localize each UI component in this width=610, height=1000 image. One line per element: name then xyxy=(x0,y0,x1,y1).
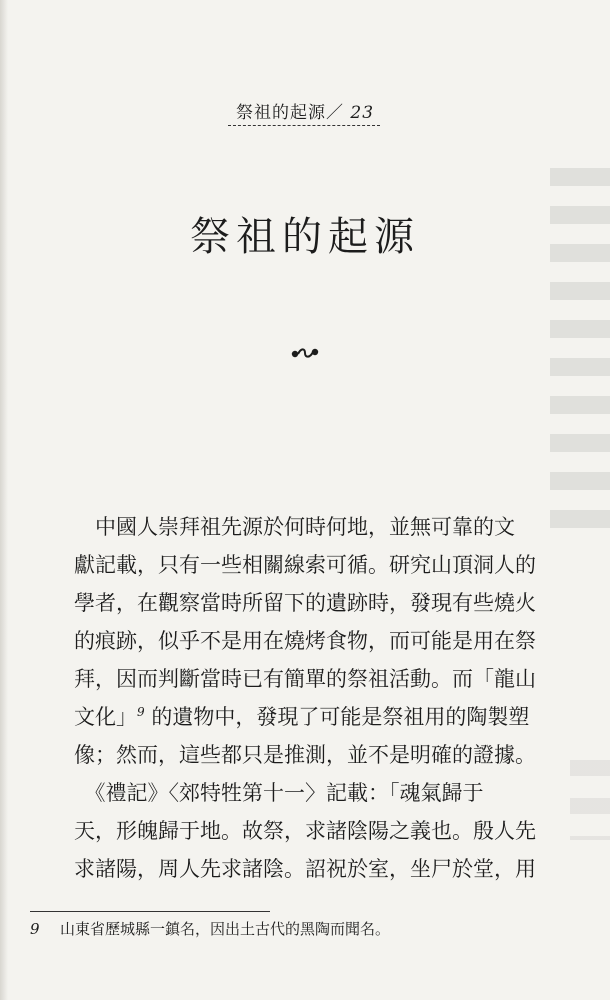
footnote-reference: 9 xyxy=(137,705,145,719)
running-header xyxy=(0,98,610,123)
footnote-text: 山東省歷城縣一鎮名，因出土古代的黑陶而聞名。 xyxy=(60,920,391,938)
footnote-rule xyxy=(30,911,270,912)
paragraph-2 xyxy=(74,774,534,888)
body-text xyxy=(74,508,534,888)
text-segment: 的遺物中，發現了可能是祭祖用的陶製塑 xyxy=(151,705,530,729)
footnote xyxy=(30,918,390,939)
text-line: 拜，因而判斷當時已有簡單的祭祖活動。而「龍山 xyxy=(74,667,536,691)
text-line: 學者，在觀察當時所留下的遺跡時，發現有些燒火 xyxy=(74,591,536,615)
show-through-text-lower xyxy=(570,760,610,840)
page-number: 23 xyxy=(350,103,375,123)
text-line xyxy=(74,698,534,736)
header-dashed-rule xyxy=(228,125,380,126)
fleuron-icon xyxy=(0,342,610,366)
text-line: 獻記載，只有一些相關線索可循。研究山頂洞人的 xyxy=(74,553,536,577)
footnote-number: 9 xyxy=(30,920,40,938)
text-segment: 文化」 xyxy=(74,705,137,729)
text-line: 像；然而，這些都只是推測，並不是明確的證據。 xyxy=(74,743,536,767)
text-line: 天，形魄歸于地。故祭，求諸陰陽之義也。殷人先 xyxy=(74,819,536,843)
running-title: 祭祖的起源 xyxy=(235,103,326,123)
text-line: 《禮記》〈郊特牲第十一〉記載：「魂氣歸于 xyxy=(74,781,484,805)
header-separator: ／ xyxy=(325,103,344,123)
text-line: 中國人崇拜祖先源於何時何地，並無可靠的文 xyxy=(74,515,515,539)
text-line: 的痕跡，似乎不是用在燒烤食物，而可能是用在祭 xyxy=(74,629,536,653)
paragraph-1 xyxy=(74,508,534,774)
scan-edge-shadow xyxy=(0,0,8,1000)
chapter-title: 祭祖的起源 xyxy=(190,213,420,260)
text-line: 求諸陽，周人先求諸陰。詔祝於室，坐尸於堂，用 xyxy=(74,857,536,881)
